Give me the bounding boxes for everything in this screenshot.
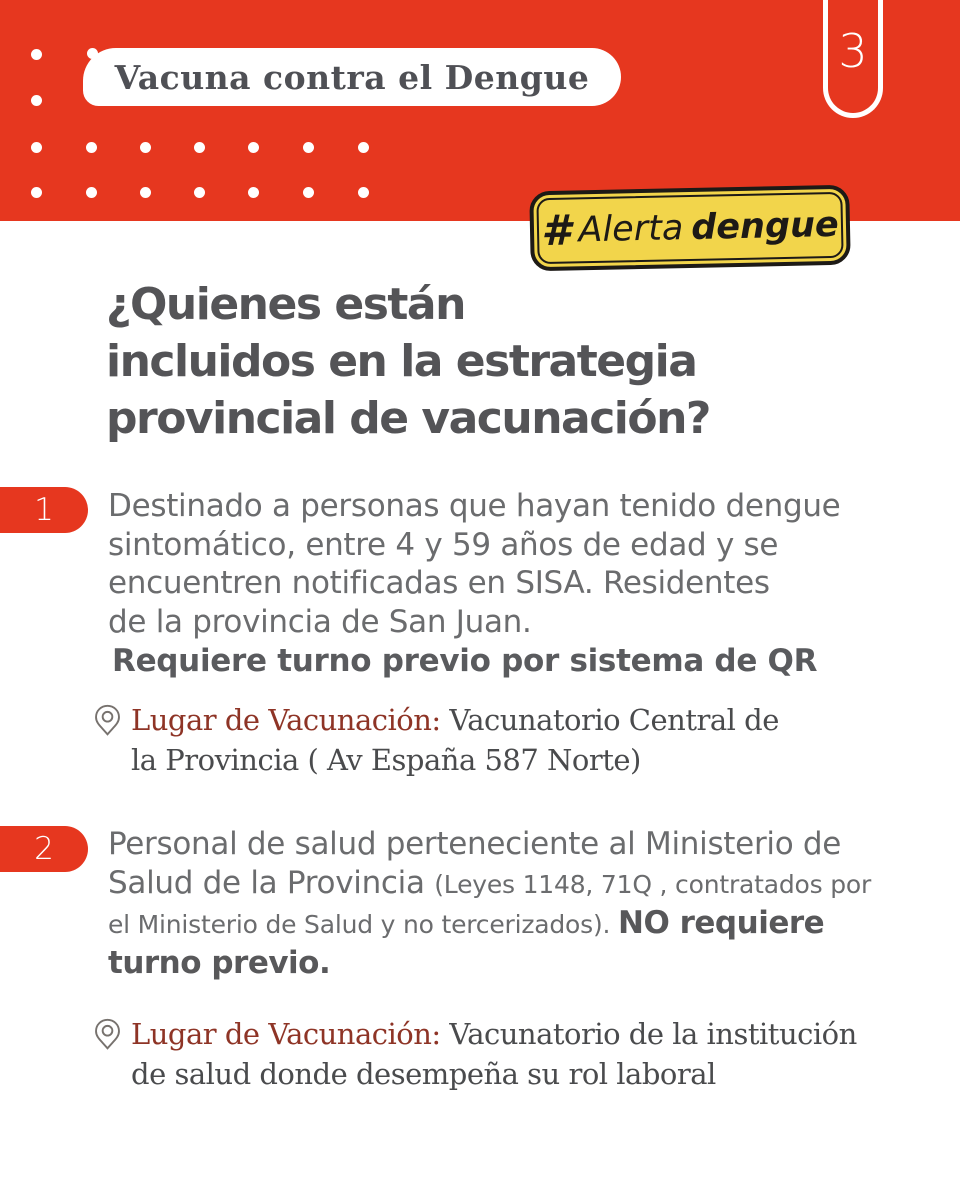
location-pin-icon: [94, 1018, 121, 1052]
item-1-location: [94, 700, 811, 780]
item-2-body-main: Personal de salud perteneciente al Ministerio de Salud de la Provincia: [108, 826, 842, 901]
page-title: [106, 276, 710, 447]
hash-icon: #: [540, 205, 572, 256]
alert-dengue-badge: [529, 185, 851, 272]
decor-dot: [358, 187, 369, 198]
alert-dengue-badge-inner: [536, 192, 843, 264]
decor-dot: [303, 142, 314, 153]
item-2-body-note: (Leyes 1148, 71Q , contratados por el Ministerio de Salud y no tercerizados).: [108, 870, 872, 939]
decor-dot: [86, 187, 97, 198]
page-title-line-1: ¿Quienes están: [106, 279, 465, 330]
item-2-body: [108, 825, 888, 983]
decor-dot: [194, 142, 205, 153]
decor-dot: [303, 187, 314, 198]
item-1-location-value: Vacunatorio Central de la Provincia ( Av España 587 Norte): [131, 703, 779, 777]
item-1-body: [108, 487, 868, 681]
decor-dot: [140, 187, 151, 198]
decor-dot: [140, 142, 151, 153]
item-2-location-text: [131, 1014, 871, 1094]
item-2-number-badge: [0, 826, 88, 872]
item-1-number-badge: [0, 487, 88, 533]
page-title-line-3: provincial de vacunación?: [106, 393, 710, 444]
item-2-body-bold: NO requiere turno previo.: [108, 905, 825, 981]
item-2-number: 2: [34, 830, 54, 867]
item-1-emphasis: Requiere turno previo por sistema de QR: [112, 643, 818, 679]
decor-dot: [194, 187, 205, 198]
location-pin-icon: [94, 704, 121, 738]
item-1-number: 1: [34, 491, 54, 528]
item-1-location-text: [131, 700, 811, 780]
header-title-pill: [83, 48, 621, 106]
page-number-tube: [823, 0, 883, 118]
decor-dot: [31, 95, 42, 106]
header-title: Vacuna contra el Dengue: [114, 57, 590, 97]
item-2-location-label: Lugar de Vacunación:: [131, 1017, 441, 1051]
item-1-line-4: de la provincia de San Juan.: [108, 603, 532, 640]
item-1-line-1: Destinado a personas que hayan tenido dengue: [108, 488, 841, 524]
item-1-location-label: Lugar de Vacunación:: [131, 703, 441, 737]
page-title-line-2: incluidos en la estrategia: [106, 336, 697, 387]
decor-dot: [86, 142, 97, 153]
decor-dot: [248, 142, 259, 153]
page-number: 3: [838, 23, 868, 78]
decor-dot: [248, 187, 259, 198]
item-2-location-value: Vacunatorio de la institución de salud donde desempeña su rol laboral: [131, 1017, 857, 1091]
decor-dot: [31, 142, 42, 153]
dengue-word: dengue: [690, 204, 840, 248]
alert-word: Alerta: [578, 207, 684, 250]
decor-dot: [31, 187, 42, 198]
item-1-line-2: sintomático, entre 4 y 59 años de edad y se: [108, 526, 779, 563]
decor-dot: [358, 142, 369, 153]
item-2-location: [94, 1014, 871, 1094]
decor-dot: [31, 49, 42, 60]
item-1-line-3: encuentren notificadas en SISA. Residentes: [108, 565, 770, 601]
